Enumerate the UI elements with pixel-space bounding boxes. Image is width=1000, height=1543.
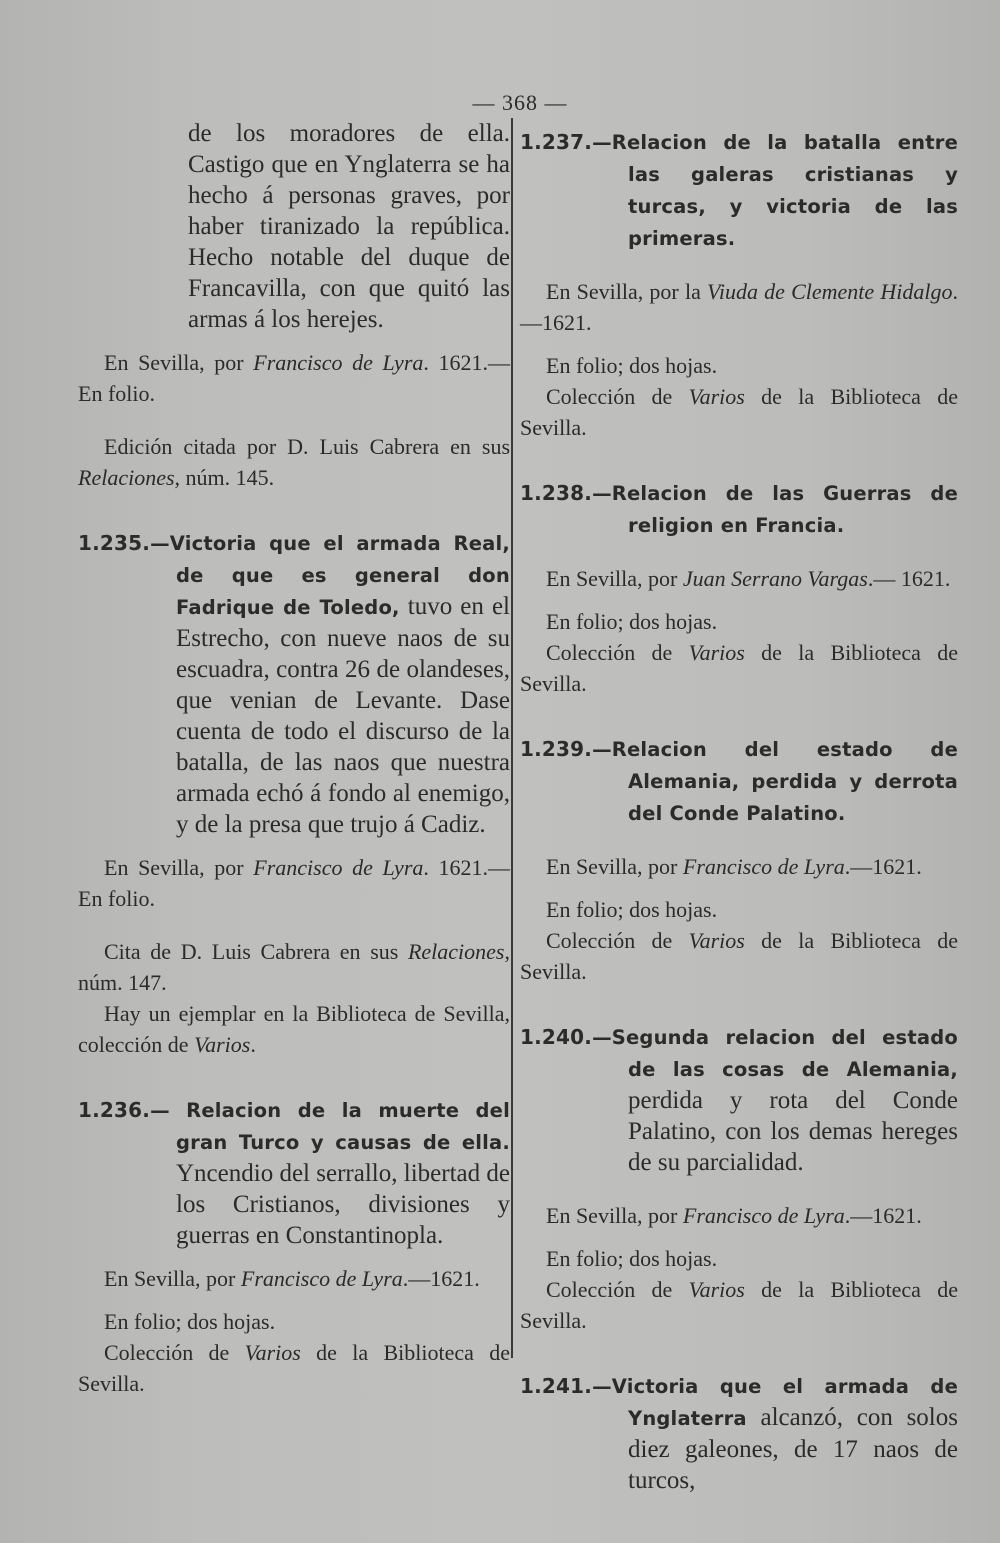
entry-title: —Relacion de la batalla entre las galeras cristianas y turcas, y victoria de las primeras. <box>592 131 958 250</box>
printer-name: Francisco de Lyra <box>253 350 424 375</box>
printer-name: Francisco de Lyra <box>253 855 424 880</box>
entry-1240 <box>520 1021 958 1178</box>
collection-name: Varios <box>688 928 745 953</box>
printer-name: Viuda de Clemente Hidalgo <box>707 279 953 304</box>
entry-1239-imprint <box>520 851 958 882</box>
entry-title: —Segunda relacion del estado de las cosas de Alemania, <box>592 1026 958 1081</box>
collection-text: Colección de <box>546 384 689 409</box>
printer-name: Juan Serrano Vargas <box>682 566 868 591</box>
imprint-text: En Sevilla, por la <box>546 279 708 304</box>
printer-name: Francisco de Lyra <box>682 1203 845 1228</box>
entry-1239-format: En folio; dos hojas. <box>546 897 718 922</box>
entry-description: Yncendio del serrallo, libertad de los Cristianos, divisiones y guerras en Constantinopla. <box>176 1160 510 1249</box>
entry-description: alcanzó, con solos diez galeones, de 17 naos de turcos, <box>628 1404 958 1494</box>
note-number: , núm. 145. <box>174 465 275 490</box>
collection-end: de la Biblioteca de Sevilla. <box>520 928 958 984</box>
entry-description: tuvo en el Estrecho, con nueve naos de su escuadra, contra 26 de olandeses, que venian de Levante. Dase cuenta de todo el discurso de la batalla, de las naos que nuestra armada echó á fondo al enemigo, y de la presa que trujo á Cadiz. <box>176 593 510 838</box>
continuation-text: de los moradores de ella. Castigo que en Ynglaterra se ha hecho á personas graves, por haber tiranizado la república. Hecho notable del duque de Francavilla, con que quitó las armas á los herejes. <box>188 120 510 333</box>
note-number: , núm. 147. <box>78 939 510 995</box>
collection-name: Varios <box>688 1277 745 1302</box>
imprint-text: En Sevilla, por <box>546 1203 683 1228</box>
entry-1236-format: En folio; dos hojas. <box>104 1309 276 1334</box>
entry-1238 <box>520 477 958 541</box>
entry-1235-imprint <box>78 852 510 914</box>
entry-1238-collection <box>520 637 958 699</box>
entry-1235-copy <box>78 998 510 1060</box>
entry-1240-collection <box>520 1274 958 1336</box>
entry-number: 1.240. <box>520 1025 593 1049</box>
imprint-date: .—1621. <box>844 1203 922 1228</box>
collection-name: Varios <box>688 384 745 409</box>
collection-name: Varios <box>688 640 745 665</box>
imprint-date: .—1621. <box>520 279 958 335</box>
entry-1238-imprint <box>520 563 958 594</box>
entry-title: —Victoria que el armada de Ynglaterra <box>592 1375 958 1430</box>
entry-number: 1.238. <box>520 481 593 505</box>
collection-end: de la Biblioteca de Sevilla. <box>78 1340 510 1396</box>
entry-title: —Relacion de las Guerras de religion en Francia. <box>592 482 958 537</box>
imprint-date: .—1621. <box>402 1266 480 1291</box>
column-divider <box>511 118 513 1358</box>
entry-1241 <box>520 1370 958 1496</box>
entry-title: —Victoria que el armada Real, de que es general don Fadrique de Toledo, <box>150 532 510 619</box>
continuation-imprint <box>78 347 510 409</box>
entry-number: 1.239. <box>520 737 593 761</box>
entry-number: 1.241. <box>520 1374 593 1398</box>
entry-1239-collection <box>520 925 958 987</box>
entry-1237-collection <box>520 381 958 443</box>
collection-text: Colección de <box>104 1340 245 1365</box>
imprint-date: . 1621.— En folio. <box>78 855 510 911</box>
entry-1236-collection <box>78 1337 510 1399</box>
continuation-note <box>78 431 510 493</box>
imprint-text: En Sevilla, por <box>546 566 683 591</box>
collection-text: Colección de <box>546 1277 689 1302</box>
collection-text: Colección de <box>546 928 689 953</box>
collection-text: Colección de <box>546 640 689 665</box>
collection-name: Varios <box>194 1032 251 1057</box>
printer-name: Francisco de Lyra <box>682 854 845 879</box>
entry-1237 <box>520 126 958 254</box>
imprint-text: En Sevilla, por <box>104 1266 241 1291</box>
note-text: Edición citada por D. Luis Cabrera en sus <box>104 434 510 459</box>
copy-end: . <box>250 1032 256 1057</box>
imprint-date: .—1621. <box>844 854 922 879</box>
entry-1236 <box>78 1094 510 1251</box>
entry-1240-imprint <box>520 1200 958 1231</box>
collection-name: Varios <box>244 1340 301 1365</box>
entry-number: 1.237. <box>520 130 593 154</box>
entry-1239 <box>520 733 958 829</box>
entry-1240-format: En folio; dos hojas. <box>546 1246 718 1271</box>
work-title: Relaciones <box>78 465 175 490</box>
imprint-date: . 1621.— En folio. <box>78 350 510 406</box>
entry-1235-note <box>78 936 510 998</box>
entry-1236-imprint <box>78 1263 510 1294</box>
work-title: Relaciones <box>407 939 505 964</box>
page-number: — 368 — <box>472 90 568 115</box>
entry-title: —Relacion del estado de Alemania, perdida y derrota del Conde Palatino. <box>592 738 958 825</box>
entry-number: 1.236. <box>78 1098 151 1122</box>
collection-end: de la Biblioteca de Sevilla. <box>520 384 958 440</box>
entry-number: 1.235. <box>78 531 151 555</box>
entry-title: — Relacion de la muerte del gran Turco y causas de ella. <box>150 1099 510 1154</box>
collection-end: de la Biblioteca de Sevilla. <box>520 1277 958 1333</box>
imprint-text: En Sevilla, por <box>104 350 254 375</box>
right-column <box>520 126 958 1496</box>
imprint-text: En Sevilla, por <box>104 855 254 880</box>
entry-1237-format: En folio; dos hojas. <box>546 353 718 378</box>
note-text: Cita de D. Luis Cabrera en sus <box>104 939 408 964</box>
imprint-date: .— 1621. <box>867 566 951 591</box>
printer-name: Francisco de Lyra <box>240 1266 403 1291</box>
entry-continuation <box>78 118 510 335</box>
collection-end: de la Biblioteca de Sevilla. <box>520 640 958 696</box>
entry-1237-imprint <box>520 276 958 338</box>
entry-1235 <box>78 527 510 840</box>
imprint-text: En Sevilla, por <box>546 854 683 879</box>
entry-description: perdida y rota del Conde Palatino, con los demas hereges de su parcialidad. <box>628 1087 958 1176</box>
copy-text: Hay un ejemplar en la Biblioteca de Sevilla, colección de <box>78 1001 510 1057</box>
entry-1238-format: En folio; dos hojas. <box>546 609 718 634</box>
left-column <box>78 118 510 1399</box>
